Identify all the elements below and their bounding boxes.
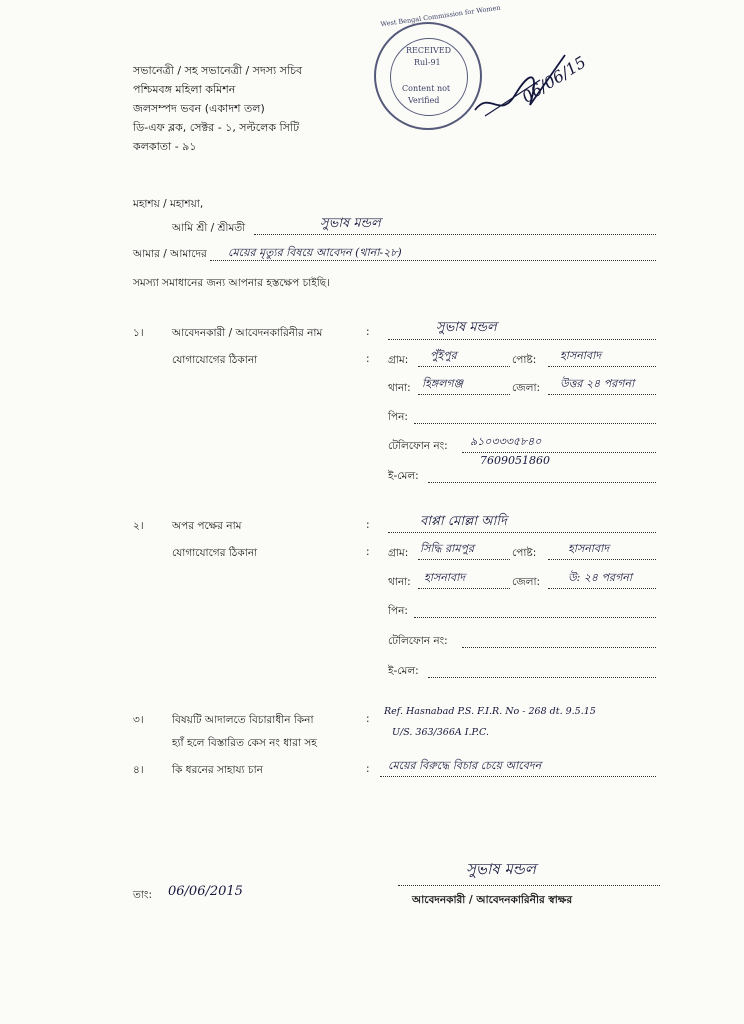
item4-line xyxy=(380,776,656,777)
closing-line: সমস্যা সমাধানের জন্য আপনার হস্তক্ষেপ চাইছি। xyxy=(133,277,330,289)
item1-phone-value1: ৯১০৩৩৩৫৮৪০ xyxy=(470,435,542,448)
item3-value1: Ref. Hasnabad P.S. F.I.R. No - 268 dt. 9.5.15 xyxy=(384,706,596,717)
item1-jela-label: জেলা: xyxy=(512,382,541,394)
stamp-date: 06/06/15 xyxy=(518,52,590,107)
item1-phone-value2: 7609051860 xyxy=(480,454,550,467)
item2-post-line xyxy=(548,559,656,560)
item2-pin-line xyxy=(414,617,656,618)
item1-thana-label: থানা: xyxy=(388,382,411,394)
item2-gram-value: সিদ্ধি রামপুর xyxy=(420,542,474,555)
item1-address-label: যোগাযোগের ঠিকানা xyxy=(172,354,258,366)
greeting: মহাশয় / মহাশয়া, xyxy=(133,198,204,210)
stamp-ref: Rul-91 xyxy=(414,58,441,67)
item1-jela-line xyxy=(548,394,656,395)
item4-value: মেয়ের বিরুদ্ধে বিচার চেয়ে আবেদন xyxy=(388,759,542,772)
item2-gram-label: গ্রাম: xyxy=(388,547,409,559)
received-stamp xyxy=(374,3,502,130)
item2-gram-line xyxy=(418,559,510,560)
item1-thana-value: হিঙ্গলগঞ্জ xyxy=(422,377,464,390)
item2-pin-label: পিন: xyxy=(388,605,408,617)
date-value: 06/06/2015 xyxy=(168,884,243,899)
item2-address-label: যোগাযোগের ঠিকানা xyxy=(172,547,258,559)
addressee-commission: পশ্চিমবঙ্গ মহিলা কমিশন xyxy=(133,83,236,96)
stamp-verified: Verified xyxy=(408,96,440,105)
addressee-city: কলকাতা - ৯১ xyxy=(133,140,197,153)
item1-gram-line xyxy=(418,366,510,367)
item1-jela-value: উত্তর ২৪ পরগনা xyxy=(560,377,635,390)
item2-number: ২। xyxy=(133,520,144,532)
item1-name-value: সুভাষ মন্ডল xyxy=(436,320,497,335)
ami-dotted-line xyxy=(254,234,656,235)
item1-colon: : xyxy=(366,326,370,338)
item4-colon: : xyxy=(366,763,370,775)
item2-thana-label: থানা: xyxy=(388,576,411,588)
item1-post-label: পোষ্ট: xyxy=(512,354,537,366)
item1-label: আবেদনকারী / আবেদনকারিনীর নাম xyxy=(172,327,323,339)
item2-jela-label: জেলা: xyxy=(512,576,541,588)
item1-post-line xyxy=(548,366,656,367)
item1-address-colon: : xyxy=(366,353,370,365)
item2-email-line xyxy=(428,677,656,678)
item1-post-value: হাসনাবাদ xyxy=(560,349,602,362)
item2-thana-line xyxy=(418,588,510,589)
item1-pin-label: পিন: xyxy=(388,411,408,423)
signature-line xyxy=(398,885,660,886)
amar-value: মেয়ের মৃত্যুর বিষয়ে আবেদন (থানা-২৮) xyxy=(228,246,402,259)
item4-label: কি ধরনের সাহায্য চান xyxy=(172,764,263,776)
item1-email-label: ই-মেল: xyxy=(388,470,419,482)
item1-email-line xyxy=(428,482,656,483)
item2-jela-value: উ: ২৪ পরগনা xyxy=(568,571,633,584)
applicant-signature: সুভাষ মন্ডল xyxy=(466,860,536,878)
item2-colon: : xyxy=(366,519,370,531)
date-label: তাং: xyxy=(133,889,152,901)
item1-thana-line xyxy=(418,394,510,395)
item3-number: ৩। xyxy=(133,714,144,726)
stamp-content-not: Content not xyxy=(402,84,451,93)
addressee-building: জলসম্পদ ভবন (একাদশ তল) xyxy=(133,102,265,115)
item1-gram-value: পুঁইপুর xyxy=(430,349,457,362)
ami-label: আমি শ্রী / শ্রীমতী xyxy=(172,222,246,234)
item3-colon: : xyxy=(366,713,370,725)
item3-label1: বিষয়টি আদালতে বিচারাধীন কিনা xyxy=(172,714,314,726)
item1-number: ১। xyxy=(133,327,144,339)
stamp-outer-text: West Bengal Commission for Women xyxy=(380,3,502,29)
item2-jela-line xyxy=(548,588,656,589)
signature-label: আবেদনকারী / আবেদনকারিনীর স্বাক্ষর xyxy=(412,894,573,906)
item2-post-label: পোষ্ট: xyxy=(512,547,537,559)
item1-gram-label: গ্রাম: xyxy=(388,354,409,366)
ami-value: সুভাষ মন্ডল xyxy=(320,216,381,231)
item2-name-value: বাপ্পা মোল্লা আদি xyxy=(420,514,507,529)
stamp-received: RECEIVED xyxy=(406,46,452,55)
item2-label: অপর পক্ষের নাম xyxy=(172,520,242,532)
item1-pin-line xyxy=(414,423,656,424)
addressee-block: ডি-এফ ব্লক, সেক্টর - ১, সল্টলেক সিটি xyxy=(133,121,300,134)
item1-phone-label: টেলিফোন নং: xyxy=(388,440,448,452)
item3-label2: হ্যাঁ হলে বিস্তারিত কেস নং ধারা সহ xyxy=(172,737,317,749)
item2-address-colon: : xyxy=(366,546,370,558)
item2-email-label: ই-মেল: xyxy=(388,665,419,677)
item2-post-value: হাসনাবাদ xyxy=(568,542,610,555)
item2-thana-value: হাসনাবাদ xyxy=(424,571,466,584)
item2-phone-line xyxy=(462,647,656,648)
item2-phone-label: টেলিফোন নং: xyxy=(388,635,448,647)
item1-name-line xyxy=(388,339,656,340)
amar-label: আমার / আমাদের xyxy=(133,248,207,260)
item4-number: ৪। xyxy=(133,764,144,776)
item1-phone-line xyxy=(462,452,656,453)
item3-value2: U/S. 363/366A I.P.C. xyxy=(392,727,489,738)
addressee-title: সভানেত্রী / সহ সভানেত্রী / সদস্য সচিব xyxy=(133,64,303,77)
